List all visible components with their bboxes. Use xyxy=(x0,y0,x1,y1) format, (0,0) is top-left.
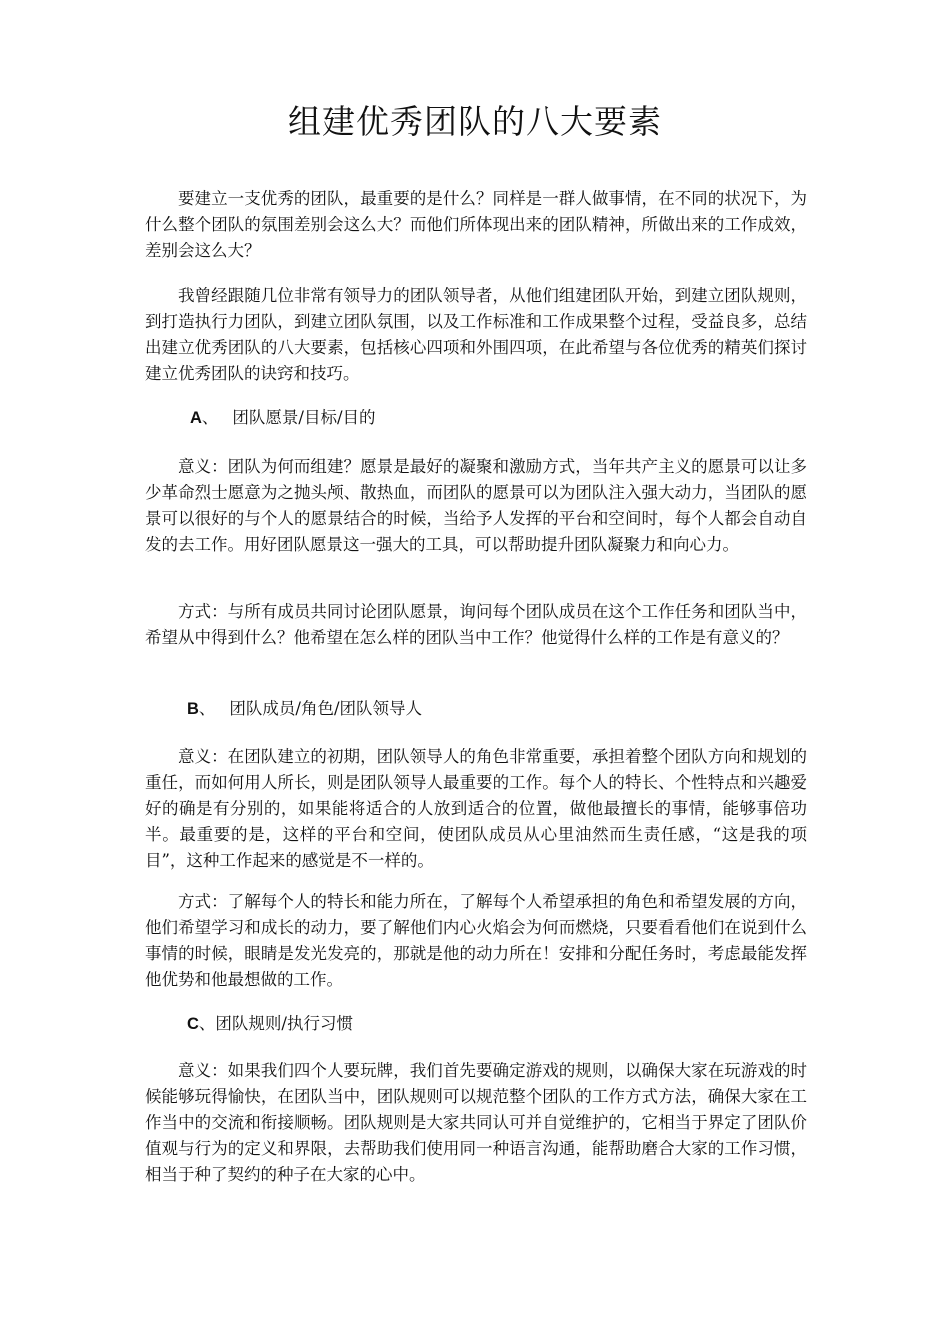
section-a-separator: 、 xyxy=(201,408,219,427)
section-c-title: 团队规则/执行习惯 xyxy=(215,1014,353,1033)
section-a-meaning: 意义：团队为何而组建？愿景是最好的凝聚和激励方式，当年共产主义的愿景可以让多少革命烈士愿意为之抛头颅、散热血，而团队的愿景可以为团队注入强大动力，当团队的愿景可以很好的与个人的愿景结合的时候，当给予人发挥的平台和空间时，每个人都会自动自发的去工作。用好团队愿景这一强大的工具，可以帮助提升团队凝聚力和向心力。 xyxy=(145,457,807,554)
section-a-title: 团队愿景/目标/目的 xyxy=(232,408,376,427)
section-b-title: 团队成员/角色/团队领导人 xyxy=(229,699,423,718)
document-title: 组建优秀团队的八大要素 xyxy=(288,102,662,141)
section-c-meaning: 意义：如果我们四个人要玩牌，我们首先要确定游戏的规则，以确保大家在玩游戏的时候能够玩得愉快，在团队当中，团队规则可以规范整个团队的工作方式方法，确保大家在工作当中的交流和衔接顺畅。团队规则是大家共同认可并自觉维护的，它相当于界定了团队价值观与行为的定义和界限，去帮助我们使用同一种语言沟通，能帮助磨合大家的工作习惯，相当于种了契约的种子在大家的心中。 xyxy=(145,1061,807,1184)
intro-paragraph-2: 我曾经跟随几位非常有领导力的团队领导者，从他们组建团队开始，到建立团队规则，到打造执行力团队，到建立团队氛围，以及工作标准和工作成果整个过程，受益良多，总结出建立优秀团队的八大要素，包括核心四项和外围四项，在此希望与各位优秀的精英们探讨建立优秀团队的诀窍和技巧。 xyxy=(145,286,807,383)
section-b-heading xyxy=(187,696,422,722)
intro-paragraph-1: 要建立一支优秀的团队，最重要的是什么？同样是一群人做事情，在不同的状况下，为什么整个团队的氛围差别会这么大？而他们所体现出来的团队精神，所做出来的工作成效，差别会这么大？ xyxy=(145,189,807,260)
section-b-letter: B xyxy=(187,700,199,718)
section-a-heading xyxy=(190,405,376,431)
section-c-separator: 、 xyxy=(198,1014,216,1033)
section-b-method: 方式：了解每个人的特长和能力所在，了解每个人希望承担的角色和希望发展的方向，他们希望学习和成长的动力，要了解他们内心火焰会为何而燃烧，只要看看他们在说到什么事情的时候，眼睛是发光发亮的，那就是他的动力所在！安排和分配任务时，考虑最能发挥他优势和他最想做的工作。 xyxy=(145,892,807,989)
section-a-method: 方式：与所有成员共同讨论团队愿景，询问每个团队成员在这个工作任务和团队当中，希望从中得到什么？他希望在怎么样的团队当中工作？他觉得什么样的工作是有意义的？ xyxy=(145,602,807,647)
section-b-meaning: 意义：在团队建立的初期，团队领导人的角色非常重要，承担着整个团队方向和规划的重任，而如何用人所长，则是团队领导人最重要的工作。每个人的特长、个性特点和兴趣爱好的确是有分别的，如果能将适合的人放到适合的位置，做他最擅长的事情，能够事倍功半。最重要的是，这样的平台和空间，使团队成员从心里油然而生责任感，“这是我的项目”，这种工作起来的感觉是不一样的。 xyxy=(145,747,807,870)
section-c-heading xyxy=(187,1011,353,1037)
section-b-separator: 、 xyxy=(198,699,216,718)
section-a-letter: A xyxy=(190,409,202,427)
section-c-letter: C xyxy=(187,1015,199,1033)
